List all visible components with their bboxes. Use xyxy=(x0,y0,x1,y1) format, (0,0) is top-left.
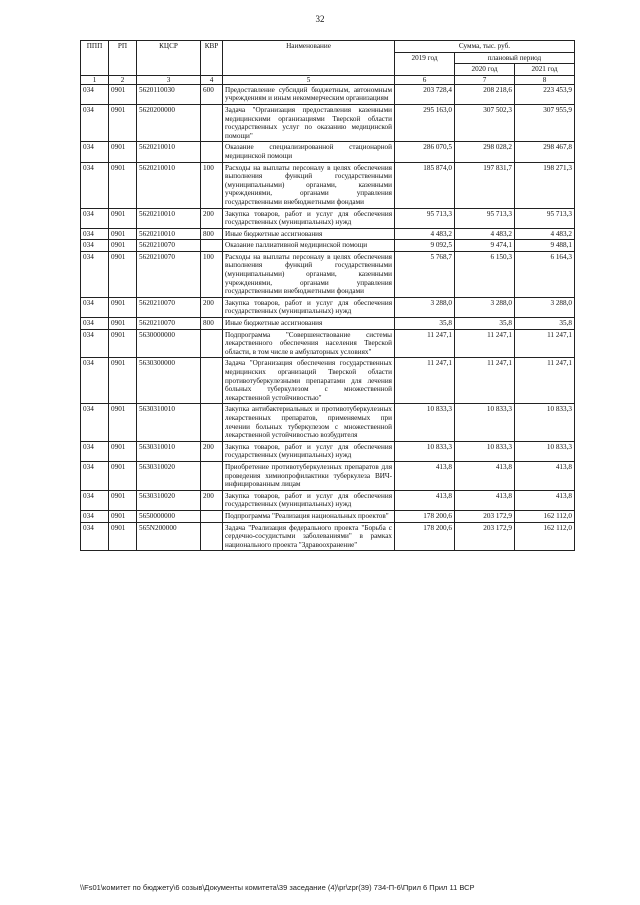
cell-2020: 203 172,9 xyxy=(455,510,515,522)
cell-2021: 413,8 xyxy=(515,490,575,510)
cell-2019: 4 483,2 xyxy=(395,228,455,240)
cell-rp: 0901 xyxy=(109,251,137,297)
cell-kcsr: 5650000000 xyxy=(137,510,201,522)
cell-name: Иные бюджетные ассигнования xyxy=(223,228,395,240)
cell-2020: 35,8 xyxy=(455,318,515,330)
cell-2020: 4 483,2 xyxy=(455,228,515,240)
cell-name: Закупка товаров, работ и услуг для обеспечения государственных (муниципальных) нужд xyxy=(223,208,395,228)
cell-kvr: 200 xyxy=(201,297,223,317)
table-row xyxy=(81,142,575,162)
cell-name: Задача "Реализация федерального проекта "Борьба с сердечно-сосудистыми заболеваниями" в рамках национального проекта "Здравоохранение" xyxy=(223,522,395,551)
header-ppp: ППП xyxy=(81,41,109,76)
cell-2021: 3 288,0 xyxy=(515,297,575,317)
cell-2019: 295 163,0 xyxy=(395,104,455,141)
cell-2021: 95 713,3 xyxy=(515,208,575,228)
table-row xyxy=(81,358,575,404)
cell-2021: 413,8 xyxy=(515,461,575,490)
cell-ppp: 034 xyxy=(81,490,109,510)
cell-ppp: 034 xyxy=(81,522,109,551)
cell-name: Приобретение противотуберкулезных препаратов для проведения химиопрофилактики туберкулеза ВИЧ-инфицированным лицам xyxy=(223,461,395,490)
cell-2020: 10 833,3 xyxy=(455,404,515,441)
cell-kvr xyxy=(201,329,223,358)
cell-name: Подпрограмма "Реализация национальных проектов" xyxy=(223,510,395,522)
cell-kvr xyxy=(201,358,223,404)
cell-rp: 0901 xyxy=(109,104,137,141)
table-row xyxy=(81,240,575,252)
cell-kcsr: 5620200000 xyxy=(137,104,201,141)
cell-name: Закупка товаров, работ и услуг для обеспечения государственных (муниципальных) нужд xyxy=(223,490,395,510)
table-row xyxy=(81,404,575,441)
cell-2020: 197 831,7 xyxy=(455,162,515,208)
cell-2021: 4 483,2 xyxy=(515,228,575,240)
table-row xyxy=(81,522,575,551)
cell-kcsr: 5620210010 xyxy=(137,208,201,228)
cell-ppp: 034 xyxy=(81,251,109,297)
table-row xyxy=(81,208,575,228)
cell-kcsr: 5620210010 xyxy=(137,228,201,240)
cell-ppp: 034 xyxy=(81,461,109,490)
cell-kvr xyxy=(201,461,223,490)
cell-ppp: 034 xyxy=(81,142,109,162)
header-2019: 2019 год xyxy=(395,52,455,75)
table-row xyxy=(81,251,575,297)
cell-kcsr: 5620110030 xyxy=(137,84,201,104)
cell-2019: 286 070,5 xyxy=(395,142,455,162)
cell-2019: 203 728,4 xyxy=(395,84,455,104)
header-name: Наименование xyxy=(223,41,395,76)
cell-kcsr: 5630310010 xyxy=(137,404,201,441)
cell-ppp: 034 xyxy=(81,510,109,522)
page-number: 32 xyxy=(315,14,325,24)
cell-name: Оказание паллиативной медицинской помощи xyxy=(223,240,395,252)
cell-kvr xyxy=(201,104,223,141)
cell-rp: 0901 xyxy=(109,318,137,330)
cell-kvr xyxy=(201,142,223,162)
cell-kcsr: 5620210070 xyxy=(137,318,201,330)
cell-kvr xyxy=(201,404,223,441)
table-row xyxy=(81,510,575,522)
cell-rp: 0901 xyxy=(109,208,137,228)
cell-kcsr: 5620210070 xyxy=(137,240,201,252)
table-row xyxy=(81,329,575,358)
cell-kcsr: 5620210070 xyxy=(137,297,201,317)
cell-ppp: 034 xyxy=(81,441,109,461)
table-row xyxy=(81,104,575,141)
cell-2021: 162 112,0 xyxy=(515,522,575,551)
cell-kvr xyxy=(201,510,223,522)
cell-rp: 0901 xyxy=(109,329,137,358)
cell-2019: 413,8 xyxy=(395,490,455,510)
header-2021: 2021 год xyxy=(515,64,575,76)
cell-kvr: 100 xyxy=(201,251,223,297)
cell-kvr: 200 xyxy=(201,490,223,510)
cell-rp: 0901 xyxy=(109,404,137,441)
cell-2020: 208 218,6 xyxy=(455,84,515,104)
column-number: 5 xyxy=(223,75,395,84)
column-number: 6 xyxy=(395,75,455,84)
cell-kvr xyxy=(201,240,223,252)
cell-kvr: 800 xyxy=(201,228,223,240)
cell-rp: 0901 xyxy=(109,522,137,551)
cell-2020: 413,8 xyxy=(455,461,515,490)
cell-rp: 0901 xyxy=(109,510,137,522)
cell-rp: 0901 xyxy=(109,240,137,252)
cell-2019: 178 200,6 xyxy=(395,510,455,522)
header-rp: РП xyxy=(109,41,137,76)
cell-2019: 11 247,1 xyxy=(395,358,455,404)
cell-name: Подпрограмма "Совершенствование системы лекарственного обеспечения населения Тверской области, в том числе в амбулаторных условиях" xyxy=(223,329,395,358)
cell-2020: 298 028,2 xyxy=(455,142,515,162)
header-sum: Сумма, тыс. руб. xyxy=(395,41,575,53)
cell-2021: 162 112,0 xyxy=(515,510,575,522)
cell-2021: 9 488,1 xyxy=(515,240,575,252)
cell-kvr: 200 xyxy=(201,208,223,228)
table-row xyxy=(81,84,575,104)
cell-kvr: 600 xyxy=(201,84,223,104)
cell-rp: 0901 xyxy=(109,358,137,404)
cell-rp: 0901 xyxy=(109,461,137,490)
cell-2020: 9 474,1 xyxy=(455,240,515,252)
cell-name: Иные бюджетные ассигнования xyxy=(223,318,395,330)
cell-rp: 0901 xyxy=(109,84,137,104)
cell-2020: 6 150,3 xyxy=(455,251,515,297)
cell-kcsr: 5620210010 xyxy=(137,142,201,162)
cell-name: Закупка товаров, работ и услуг для обеспечения государственных (муниципальных) нужд xyxy=(223,441,395,461)
cell-2021: 10 833,3 xyxy=(515,404,575,441)
cell-2019: 178 200,6 xyxy=(395,522,455,551)
cell-2020: 307 502,3 xyxy=(455,104,515,141)
column-number: 1 xyxy=(81,75,109,84)
cell-ppp: 034 xyxy=(81,162,109,208)
cell-2020: 203 172,9 xyxy=(455,522,515,551)
cell-kcsr: 5630310010 xyxy=(137,441,201,461)
cell-kcsr: 5630300000 xyxy=(137,358,201,404)
cell-2019: 10 833,3 xyxy=(395,404,455,441)
cell-kvr: 800 xyxy=(201,318,223,330)
table-row xyxy=(81,297,575,317)
table-row xyxy=(81,490,575,510)
cell-2020: 10 833,3 xyxy=(455,441,515,461)
cell-ppp: 034 xyxy=(81,104,109,141)
cell-kcsr: 5630000000 xyxy=(137,329,201,358)
cell-ppp: 034 xyxy=(81,84,109,104)
column-number: 8 xyxy=(515,75,575,84)
cell-name: Расходы на выплаты персоналу в целях обеспечения выполнения функций государственными (муниципальными) органами, казенными учреждениями, органами управления государственными внебюджетными фондами xyxy=(223,251,395,297)
cell-2021: 11 247,1 xyxy=(515,358,575,404)
cell-2021: 11 247,1 xyxy=(515,329,575,358)
cell-2021: 35,8 xyxy=(515,318,575,330)
cell-2021: 10 833,3 xyxy=(515,441,575,461)
cell-2021: 223 453,9 xyxy=(515,84,575,104)
cell-rp: 0901 xyxy=(109,441,137,461)
header-2020: 2020 год xyxy=(455,64,515,76)
cell-kcsr: 5630310020 xyxy=(137,461,201,490)
cell-2019: 185 874,0 xyxy=(395,162,455,208)
cell-kcsr: 5620210010 xyxy=(137,162,201,208)
cell-2021: 298 467,8 xyxy=(515,142,575,162)
cell-ppp: 034 xyxy=(81,208,109,228)
cell-ppp: 034 xyxy=(81,329,109,358)
table-row xyxy=(81,441,575,461)
cell-2019: 3 288,0 xyxy=(395,297,455,317)
cell-rp: 0901 xyxy=(109,297,137,317)
cell-kvr: 100 xyxy=(201,162,223,208)
cell-2019: 95 713,3 xyxy=(395,208,455,228)
header-planned-period: плановый период xyxy=(455,52,575,64)
cell-2021: 198 271,3 xyxy=(515,162,575,208)
cell-name: Оказание специализированной стационарной медицинской помощи xyxy=(223,142,395,162)
column-number: 7 xyxy=(455,75,515,84)
cell-rp: 0901 xyxy=(109,162,137,208)
cell-name: Расходы на выплаты персоналу в целях обеспечения выполнения функций государственными (муниципальными) органами, казенными учреждениями, органами управления государственными внебюджетными фондами xyxy=(223,162,395,208)
cell-name: Задача "Организация предоставления казенными медицинскими организациями Тверской области государственных услуг по оказанию медицинской помощи" xyxy=(223,104,395,141)
cell-2019: 5 768,7 xyxy=(395,251,455,297)
cell-name: Задача "Организация обеспечения государственных медицинских организаций Тверской области противотуберкулезными препаратами для лечения больных туберкулезом с множественной лекарственной устойчивостью" xyxy=(223,358,395,404)
cell-kcsr: 5630310020 xyxy=(137,490,201,510)
cell-ppp: 034 xyxy=(81,228,109,240)
table-row xyxy=(81,162,575,208)
cell-2019: 35,8 xyxy=(395,318,455,330)
cell-ppp: 034 xyxy=(81,404,109,441)
cell-ppp: 034 xyxy=(81,240,109,252)
cell-name: Закупка товаров, работ и услуг для обеспечения государственных (муниципальных) нужд xyxy=(223,297,395,317)
cell-2020: 3 288,0 xyxy=(455,297,515,317)
header-kvr: КВР xyxy=(201,41,223,76)
cell-2021: 6 164,3 xyxy=(515,251,575,297)
cell-2020: 95 713,3 xyxy=(455,208,515,228)
cell-kcsr: 565N200000 xyxy=(137,522,201,551)
cell-kvr: 200 xyxy=(201,441,223,461)
cell-rp: 0901 xyxy=(109,142,137,162)
cell-2019: 10 833,3 xyxy=(395,441,455,461)
column-number: 2 xyxy=(109,75,137,84)
header-kcsr: КЦСР xyxy=(137,41,201,76)
cell-rp: 0901 xyxy=(109,228,137,240)
cell-ppp: 034 xyxy=(81,358,109,404)
cell-2019: 11 247,1 xyxy=(395,329,455,358)
cell-rp: 0901 xyxy=(109,490,137,510)
column-numbers-row xyxy=(81,75,575,84)
budget-table xyxy=(80,40,575,551)
cell-2020: 413,8 xyxy=(455,490,515,510)
cell-2019: 413,8 xyxy=(395,461,455,490)
table-row xyxy=(81,461,575,490)
table-row xyxy=(81,228,575,240)
cell-ppp: 034 xyxy=(81,297,109,317)
column-number: 3 xyxy=(137,75,201,84)
column-number: 4 xyxy=(201,75,223,84)
cell-kcsr: 5620210070 xyxy=(137,251,201,297)
cell-2020: 11 247,1 xyxy=(455,329,515,358)
table-row xyxy=(81,318,575,330)
cell-2020: 11 247,1 xyxy=(455,358,515,404)
cell-name: Закупка антибактериальных и противотуберкулезных лекарственных препаратов, применяемых при лечении больных туберкулезом с множественной лекарственной устойчивостью возбудителя xyxy=(223,404,395,441)
file-path-footer: \\Fs01\комитет по бюджету\6 созыв\Документы комитета\39 заседание (4)\pr\zpr(39) 734-П-6\Прил 6 Прил 11 ВСР xyxy=(80,883,475,892)
cell-2021: 307 955,9 xyxy=(515,104,575,141)
cell-ppp: 034 xyxy=(81,318,109,330)
cell-2019: 9 092,5 xyxy=(395,240,455,252)
cell-name: Предоставление субсидий бюджетным, автономным учреждениям и иным некоммерческим организациям xyxy=(223,84,395,104)
cell-kvr xyxy=(201,522,223,551)
